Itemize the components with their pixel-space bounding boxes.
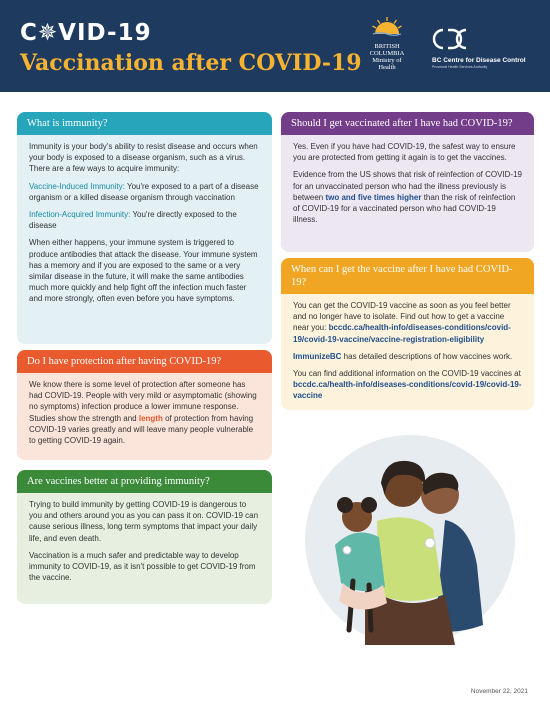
card-heading: Should I get vaccinated after I have had COVID-19? bbox=[281, 112, 534, 135]
page-title: Vaccination after COVID-19 bbox=[20, 50, 362, 76]
evidence-paragraph bbox=[293, 169, 522, 225]
more-info-text: You can find additional information on the COVID-19 vaccines at bbox=[293, 369, 521, 379]
protection-paragraph bbox=[29, 379, 260, 446]
card-heading: Are vaccines better at providing immunity? bbox=[17, 470, 272, 493]
yes-paragraph: Yes. Even if you have had COVID-19, the safest way to ensure you are protected from getting it again is to get the vaccines. bbox=[293, 142, 516, 163]
card-heading: When can I get the vaccine after I have had COVID-19? bbox=[281, 258, 534, 294]
length-highlight: length bbox=[138, 413, 163, 423]
evidence-text: Evidence from the US shows that risk of reinfection of COVID-19 for an unvaccinated person who had the illness previously is between bbox=[293, 170, 522, 202]
protection-text: of protection from having COVID-19 varies greatly and will leave many people vulnerable to getting COVID-19 again. bbox=[29, 413, 254, 446]
bc-logo-line: Health bbox=[378, 64, 396, 71]
danger-paragraph: Trying to build immunity by getting COVID-19 is dangerous to you and others around you as you can pass it on. COVID-19 can cause serious illness, long term symptoms that impact your daily life, and even death. bbox=[29, 500, 259, 543]
immune-response-paragraph: When either happens, your immune system is triggered to produce antibodies that attack the disease. Your immune system has a memory and if you are exposed to the same or a very similar disease in the future, it will make the same antibodies much more quickly and help fight off the infection much faster and more strongly, often even before you have symptoms. bbox=[29, 238, 258, 304]
bc-logo-line: Ministry of bbox=[372, 57, 402, 64]
protection-after-covid-card bbox=[17, 350, 272, 460]
timing-paragraph bbox=[293, 300, 522, 345]
protection-text: We know there is some level of protection after someone has had COVID-19. People with very mild or asymptomatic (showing no symptoms) infection produce a lower immune response. Studies show the strength and bbox=[29, 380, 257, 423]
covid-19-title: C✵VID-19 bbox=[20, 20, 152, 46]
immunity-intro: Immunity is your body's ability to resist disease and occurs when your body is exposed to a disease organism, such as a virus. There are a few ways to acquire immunity: bbox=[29, 142, 258, 174]
bc-logo-line: BRITISH bbox=[374, 43, 400, 50]
bccdc-name: BC Centre for Disease Control bbox=[432, 57, 526, 64]
vaccine-induced-paragraph bbox=[29, 181, 260, 203]
publication-date: November 22, 2021 bbox=[470, 688, 528, 695]
family-illustration bbox=[295, 425, 525, 655]
vaccine-induced-label: Vaccine-Induced Immunity: bbox=[29, 181, 125, 191]
should-i-vaccinate-card bbox=[281, 112, 534, 252]
vaccine-induced-text: You're exposed to a part of a disease organism or a killed disease organism through vaccination bbox=[29, 181, 259, 202]
bccdc-mark-icon bbox=[432, 28, 470, 50]
bccdc-subtitle: Provincial Health Services Authority bbox=[432, 65, 488, 69]
timing-text: You can get the COVID-19 vaccine as soon as you feel better and no longer have to isolate. Find out how to get a vaccine near you: bbox=[293, 301, 511, 333]
immunizebc-text: has detailed descriptions of how vaccines work. bbox=[341, 351, 513, 361]
card-heading: Do I have protection after having COVID-19? bbox=[17, 350, 272, 373]
page-header bbox=[0, 0, 550, 92]
infection-acquired-label: Infection-Acquired Immunity: bbox=[29, 210, 131, 220]
safer-paragraph: Vaccination is a much safer and predictable way to develop immunity to COVID-19, as it isn't possible to get COVID-19 from the vaccine. bbox=[29, 550, 256, 583]
bc-logo-line: COLUMBIA bbox=[369, 50, 405, 57]
covid-vaccine-info-link[interactable]: bccdc.ca/health-info/diseases-conditions/covid-19/covid-19-vaccine bbox=[293, 380, 522, 401]
evidence-text: than the risk of reinfection of COVID-19 for a vaccinated person who had COVID-19 illness. bbox=[293, 192, 516, 225]
immunizebc-paragraph bbox=[293, 351, 522, 362]
bc-ministry-logo bbox=[365, 16, 409, 71]
when-can-i-get-vaccine-card bbox=[281, 258, 534, 410]
infection-acquired-paragraph bbox=[29, 209, 260, 231]
registration-link[interactable]: bccdc.ca/health-info/diseases-conditions/covid-19/covid-19-vaccine/vaccine-registration-eligibility bbox=[293, 323, 511, 344]
bccdc-logo bbox=[432, 28, 542, 69]
vaccines-better-card bbox=[17, 470, 272, 604]
immunizebc-link[interactable]: ImmunizeBC bbox=[293, 351, 342, 361]
card-heading: What is immunity? bbox=[17, 112, 272, 135]
what-is-immunity-card bbox=[17, 112, 272, 344]
infection-acquired-text: You're directly exposed to the disease bbox=[29, 210, 237, 231]
reinfection-highlight: two and five times higher bbox=[325, 192, 422, 202]
bc-sun-icon bbox=[371, 16, 403, 36]
more-info-paragraph bbox=[293, 368, 522, 402]
